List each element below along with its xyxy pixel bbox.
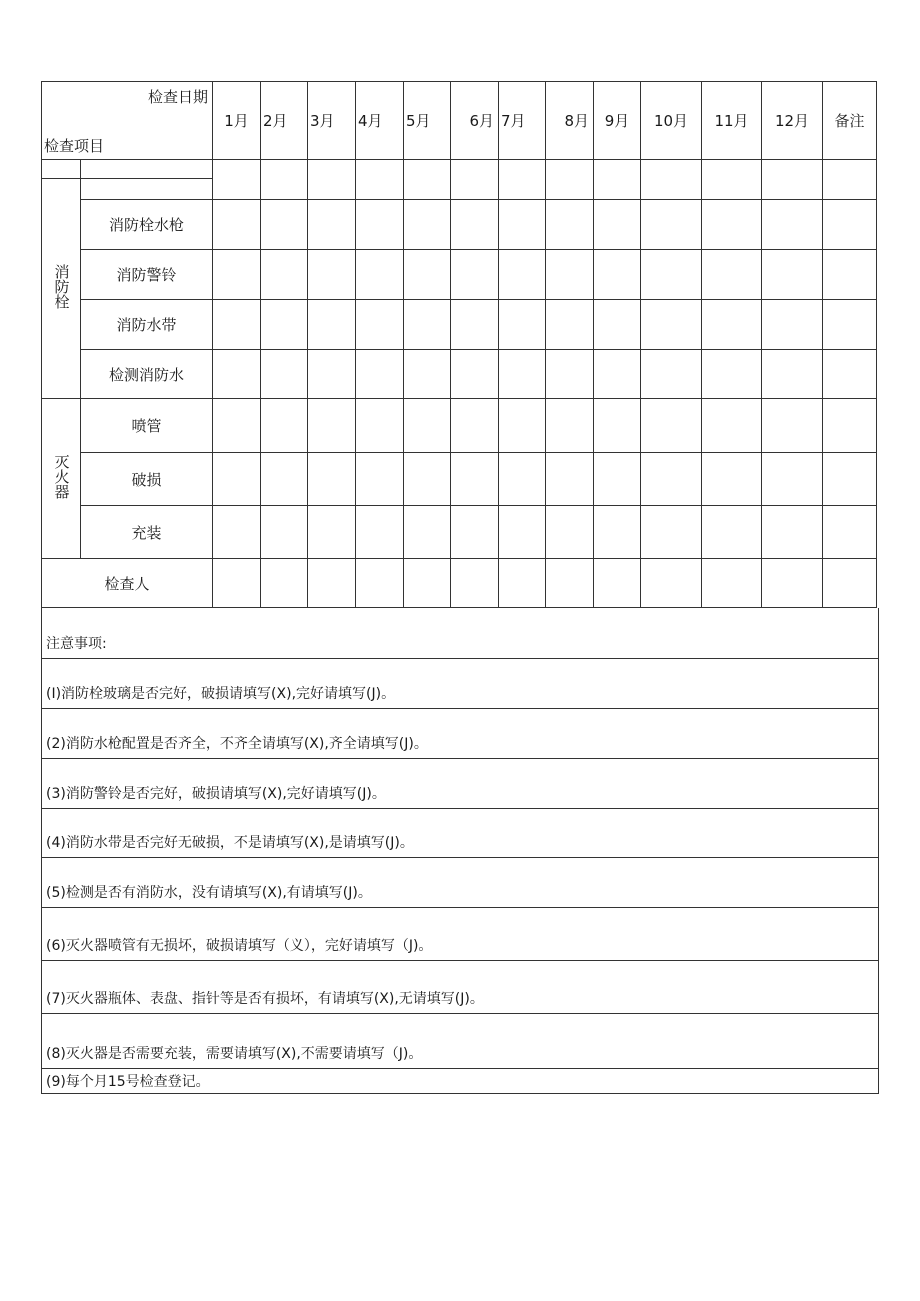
- note-row: [42, 1013, 878, 1068]
- entry-cell[interactable]: [641, 506, 702, 559]
- note-text: (6)灭火器喷管有无损坏，破损请填写（义），完好请填写（J)。: [46, 938, 433, 954]
- entry-cell[interactable]: [823, 300, 877, 350]
- entry-cell[interactable]: [546, 506, 594, 559]
- entry-cell[interactable]: [546, 300, 594, 350]
- group-cell-hydrant: [42, 179, 81, 399]
- note-text: (4)消防水带是否完好无破损，不是请填写(X),是请填写(J)。: [46, 835, 414, 851]
- group-label: 灭火器: [52, 454, 71, 499]
- entry-cell[interactable]: [762, 350, 823, 399]
- entry-cell[interactable]: [404, 250, 451, 300]
- entry-cell[interactable]: [213, 506, 261, 559]
- entry-cell[interactable]: [451, 200, 499, 250]
- entry-cell[interactable]: [499, 250, 546, 300]
- entry-cell[interactable]: [213, 453, 261, 506]
- entry-cell[interactable]: [404, 453, 451, 506]
- entry-cell[interactable]: [762, 399, 823, 453]
- entry-cell[interactable]: [499, 300, 546, 350]
- check-item-label: 充装: [81, 506, 213, 559]
- entry-cell[interactable]: [641, 200, 702, 250]
- header-corner-cell: [42, 82, 213, 160]
- entry-cell[interactable]: [451, 506, 499, 559]
- note-text: (8)灭火器是否需要充装，需要请填写(X),不需要请填写（J)。: [46, 1046, 423, 1062]
- entry-cell[interactable]: [823, 559, 877, 608]
- entry-cell[interactable]: [594, 300, 641, 350]
- entry-cell[interactable]: [702, 250, 762, 300]
- entry-cell[interactable]: [762, 160, 823, 200]
- inspection-sheet: [41, 81, 877, 1094]
- entry-cell[interactable]: [356, 200, 404, 250]
- entry-cell[interactable]: [213, 399, 261, 453]
- entry-cell[interactable]: [546, 250, 594, 300]
- entry-cell[interactable]: [451, 350, 499, 399]
- month-header: 1月: [213, 82, 261, 160]
- entry-cell[interactable]: [213, 350, 261, 399]
- notes-section: [41, 608, 879, 1094]
- month-header: 9月: [594, 82, 641, 160]
- month-header: 4月: [356, 82, 404, 160]
- notes-title: 注意事项:: [46, 636, 107, 652]
- entry-cell[interactable]: [546, 200, 594, 250]
- blank-cell: [42, 160, 81, 179]
- entry-cell[interactable]: [261, 250, 308, 300]
- entry-cell[interactable]: [499, 453, 546, 506]
- note-row: [42, 1068, 878, 1093]
- entry-cell[interactable]: [404, 506, 451, 559]
- month-header: 12月: [762, 82, 823, 160]
- month-header: 8月: [546, 82, 594, 160]
- entry-cell[interactable]: [702, 453, 762, 506]
- entry-cell[interactable]: [594, 559, 641, 608]
- entry-cell[interactable]: [261, 300, 308, 350]
- check-item-label: 消防警铃: [81, 250, 213, 300]
- month-header: 11月: [702, 82, 762, 160]
- entry-cell[interactable]: [499, 399, 546, 453]
- entry-cell[interactable]: [499, 200, 546, 250]
- entry-cell[interactable]: [451, 399, 499, 453]
- date-header-label: 检查日期: [147, 88, 208, 106]
- entry-cell[interactable]: [451, 559, 499, 608]
- entry-cell[interactable]: [499, 160, 546, 200]
- entry-cell[interactable]: [594, 350, 641, 399]
- entry-cell[interactable]: [594, 506, 641, 559]
- entry-cell[interactable]: [546, 160, 594, 200]
- entry-cell[interactable]: [546, 453, 594, 506]
- entry-cell[interactable]: [356, 250, 404, 300]
- entry-cell[interactable]: [451, 300, 499, 350]
- entry-cell[interactable]: [261, 453, 308, 506]
- entry-cell[interactable]: [594, 160, 641, 200]
- entry-cell[interactable]: [762, 506, 823, 559]
- entry-cell[interactable]: [499, 350, 546, 399]
- entry-cell[interactable]: [641, 559, 702, 608]
- group-label: 消防栓: [52, 264, 71, 309]
- notes-title-row: [42, 608, 878, 658]
- entry-cell[interactable]: [356, 350, 404, 399]
- entry-cell[interactable]: [823, 453, 877, 506]
- entry-cell[interactable]: [308, 506, 356, 559]
- note-row: [42, 907, 878, 960]
- remarks-header: 备注: [823, 82, 877, 160]
- entry-cell[interactable]: [702, 350, 762, 399]
- entry-cell[interactable]: [823, 250, 877, 300]
- entry-cell[interactable]: [702, 506, 762, 559]
- entry-cell[interactable]: [308, 250, 356, 300]
- note-text: (2)消防水枪配置是否齐全，不齐全请填写(X),齐全请填写(J)。: [46, 736, 428, 752]
- month-header: 3月: [308, 82, 356, 160]
- month-header: 10月: [641, 82, 702, 160]
- note-text: (9)每个月15号检查登记。: [46, 1074, 210, 1090]
- entry-cell[interactable]: [261, 399, 308, 453]
- entry-cell[interactable]: [641, 399, 702, 453]
- check-item-label: 破损: [81, 453, 213, 506]
- entry-cell[interactable]: [451, 453, 499, 506]
- entry-cell[interactable]: [213, 300, 261, 350]
- entry-cell[interactable]: [213, 200, 261, 250]
- entry-cell[interactable]: [404, 160, 451, 200]
- entry-cell[interactable]: [594, 453, 641, 506]
- note-text: (7)灭火器瓶体、表盘、指针等是否有损坏，有请填写(X),无请填写(J)。: [46, 991, 484, 1007]
- check-item-label: 检测消防水: [81, 350, 213, 399]
- entry-cell[interactable]: [213, 559, 261, 608]
- entry-cell[interactable]: [823, 350, 877, 399]
- entry-cell[interactable]: [546, 559, 594, 608]
- note-text: (5)检测是否有消防水，没有请填写(X),有请填写(J)。: [46, 885, 372, 901]
- entry-cell[interactable]: [702, 160, 762, 200]
- check-item-label: 消防水带: [81, 300, 213, 350]
- entry-cell[interactable]: [641, 453, 702, 506]
- entry-cell[interactable]: [641, 300, 702, 350]
- entry-cell[interactable]: [356, 506, 404, 559]
- item-header-label: 检查项目: [44, 137, 105, 155]
- entry-cell[interactable]: [356, 559, 404, 608]
- entry-cell[interactable]: [641, 350, 702, 399]
- entry-cell[interactable]: [261, 559, 308, 608]
- entry-cell[interactable]: [823, 160, 877, 200]
- note-row: [42, 658, 878, 708]
- entry-cell[interactable]: [356, 453, 404, 506]
- note-row: [42, 708, 878, 758]
- group-cell-extinguisher: [42, 399, 81, 559]
- note-row: [42, 960, 878, 1013]
- entry-cell[interactable]: [823, 399, 877, 453]
- entry-cell[interactable]: [823, 200, 877, 250]
- entry-cell[interactable]: [356, 300, 404, 350]
- note-text: (I)消防栓玻璃是否完好，破损请填写(X),完好请填写(J)。: [46, 686, 396, 702]
- entry-cell[interactable]: [762, 300, 823, 350]
- entry-cell[interactable]: [499, 506, 546, 559]
- inspector-label: 检查人: [42, 559, 213, 608]
- entry-cell[interactable]: [261, 200, 308, 250]
- month-header: 5月: [404, 82, 451, 160]
- entry-cell[interactable]: [404, 200, 451, 250]
- entry-cell[interactable]: [404, 559, 451, 608]
- entry-cell[interactable]: [594, 399, 641, 453]
- entry-cell[interactable]: [702, 559, 762, 608]
- entry-cell[interactable]: [594, 200, 641, 250]
- entry-cell[interactable]: [308, 453, 356, 506]
- entry-cell[interactable]: [499, 559, 546, 608]
- entry-cell[interactable]: [451, 160, 499, 200]
- entry-cell[interactable]: [404, 300, 451, 350]
- entry-cell[interactable]: [261, 160, 308, 200]
- month-header: 2月: [261, 82, 308, 160]
- note-row: [42, 758, 878, 808]
- entry-cell[interactable]: [762, 250, 823, 300]
- note-row: [42, 857, 878, 907]
- entry-cell[interactable]: [308, 350, 356, 399]
- entry-cell[interactable]: [702, 399, 762, 453]
- month-header: 7月: [499, 82, 546, 160]
- entry-cell[interactable]: [308, 559, 356, 608]
- entry-cell[interactable]: [356, 399, 404, 453]
- inspection-table: [41, 81, 877, 608]
- entry-cell[interactable]: [546, 350, 594, 399]
- entry-cell[interactable]: [261, 506, 308, 559]
- month-header: 6月: [451, 82, 499, 160]
- note-text: (3)消防警铃是否完好，破损请填写(X),完好请填写(J)。: [46, 786, 386, 802]
- entry-cell[interactable]: [308, 300, 356, 350]
- entry-cell[interactable]: [702, 300, 762, 350]
- note-row: [42, 808, 878, 857]
- check-item-label: 消防栓水枪: [81, 200, 213, 250]
- entry-cell[interactable]: [356, 160, 404, 200]
- entry-cell[interactable]: [546, 399, 594, 453]
- entry-cell[interactable]: [404, 399, 451, 453]
- entry-cell[interactable]: [762, 200, 823, 250]
- entry-cell[interactable]: [762, 559, 823, 608]
- entry-cell[interactable]: [641, 160, 702, 200]
- blank-cell: [81, 179, 213, 200]
- entry-cell[interactable]: [213, 160, 261, 200]
- check-item-label: 喷管: [81, 399, 213, 453]
- blank-cell: [81, 160, 213, 179]
- entry-cell[interactable]: [702, 200, 762, 250]
- entry-cell[interactable]: [308, 160, 356, 200]
- entry-cell[interactable]: [308, 200, 356, 250]
- entry-cell[interactable]: [823, 506, 877, 559]
- entry-cell[interactable]: [594, 250, 641, 300]
- entry-cell[interactable]: [404, 350, 451, 399]
- entry-cell[interactable]: [641, 250, 702, 300]
- entry-cell[interactable]: [451, 250, 499, 300]
- entry-cell[interactable]: [762, 453, 823, 506]
- entry-cell[interactable]: [308, 399, 356, 453]
- entry-cell[interactable]: [261, 350, 308, 399]
- entry-cell[interactable]: [213, 250, 261, 300]
